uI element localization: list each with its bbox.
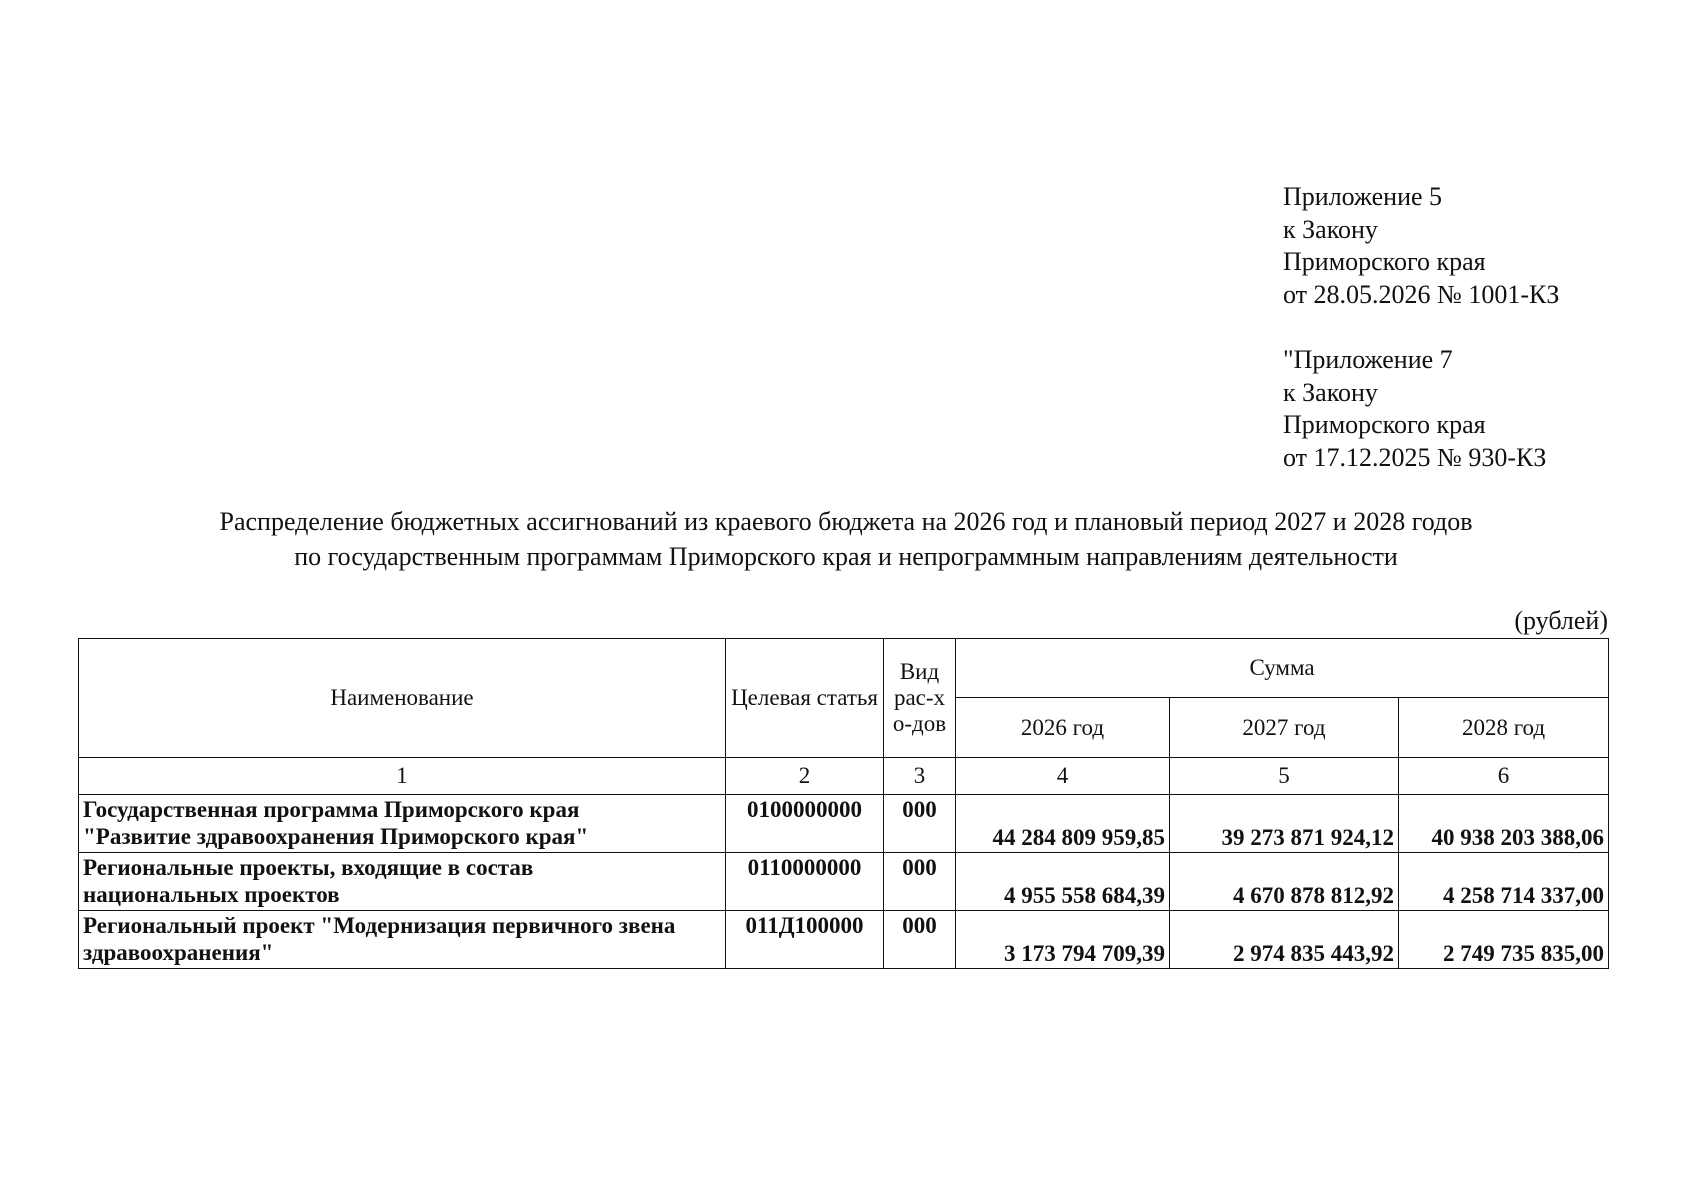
appendix-line: Приложение 5 — [1283, 182, 1443, 211]
header-target-article — [726, 639, 884, 758]
column-number: 1 — [79, 758, 726, 795]
row-amount-2028: 4 258 714 337,00 — [1399, 853, 1609, 911]
document-title — [0, 504, 1692, 574]
row-name-line: здравоохранения" — [83, 940, 274, 965]
amended-appendix-line: к Закону — [1283, 377, 1378, 407]
header-row-1 — [79, 639, 1609, 698]
title-line-1: Распределение бюджетных ассигнований из краевого бюджета на 2026 год и плановый период 2027 и 2028 годов — [219, 507, 1473, 536]
row-name — [79, 853, 726, 911]
row-amount-2027: 39 273 871 924,12 — [1170, 795, 1399, 853]
appendix-line: Приморского края — [1283, 247, 1486, 276]
row-amount-2027: 2 974 835 443,92 — [1170, 911, 1399, 969]
row-amount-2027: 4 670 878 812,92 — [1170, 853, 1399, 911]
header-sum: Сумма — [956, 639, 1609, 698]
row-name-line: Региональные проекты, входящие в состав — [83, 855, 534, 880]
table-row — [79, 853, 1609, 911]
row-name — [79, 911, 726, 969]
row-expense-type: 000 — [884, 853, 956, 911]
table-row — [79, 795, 1609, 853]
unit-label: (рублей) — [1514, 606, 1608, 635]
row-name-line: Государственная программа Приморского края — [83, 797, 580, 822]
row-amount-2026: 3 173 794 709,39 — [956, 911, 1170, 969]
row-name-line: национальных проектов — [83, 882, 340, 907]
row-amount-2028: 40 938 203 388,06 — [1399, 795, 1609, 853]
amended-appendix-line: Приморского края — [1283, 410, 1486, 439]
column-number: 2 — [726, 758, 884, 795]
header-year-2026: 2026 год — [956, 698, 1170, 758]
column-number-row — [79, 758, 1609, 795]
header-target-article-text: Целевая статья — [731, 685, 878, 710]
column-number: 5 — [1170, 758, 1399, 795]
column-number: 4 — [956, 758, 1170, 795]
appendix-block — [1283, 181, 1559, 474]
row-name — [79, 795, 726, 853]
column-number: 6 — [1399, 758, 1609, 795]
budget-table — [78, 638, 1609, 969]
appendix-line: от 28.05.2026 № 1001-КЗ — [1283, 279, 1560, 309]
column-number: 3 — [884, 758, 956, 795]
row-target-article: 0100000000 — [726, 795, 884, 853]
row-expense-type: 000 — [884, 795, 956, 853]
appendix-line: к Закону — [1283, 214, 1378, 244]
row-amount-2028: 2 749 735 835,00 — [1399, 911, 1609, 969]
row-expense-type: 000 — [884, 911, 956, 969]
row-target-article: 0110000000 — [726, 853, 884, 911]
header-name: Наименование — [79, 639, 726, 758]
amended-appendix-line: от 17.12.2025 № 930-КЗ — [1283, 442, 1547, 472]
row-name-line: Региональный проект "Модернизация первичного звена — [83, 913, 676, 938]
appendix-gap — [1283, 311, 1559, 344]
table-row — [79, 911, 1609, 969]
title-line-2: по государственным программам Приморского края и непрограммным направлениям деятельности — [294, 542, 1398, 571]
header-expense-type: Вид рас-хо-дов — [884, 639, 956, 758]
row-amount-2026: 44 284 809 959,85 — [956, 795, 1170, 853]
header-year-2028: 2028 год — [1399, 698, 1609, 758]
amended-appendix-line: "Приложение 7 — [1283, 345, 1453, 374]
row-name-line: "Развитие здравоохранения Приморского края" — [83, 824, 589, 849]
row-amount-2026: 4 955 558 684,39 — [956, 853, 1170, 911]
header-year-2027: 2027 год — [1170, 698, 1399, 758]
row-target-article: 011Д100000 — [726, 911, 884, 969]
